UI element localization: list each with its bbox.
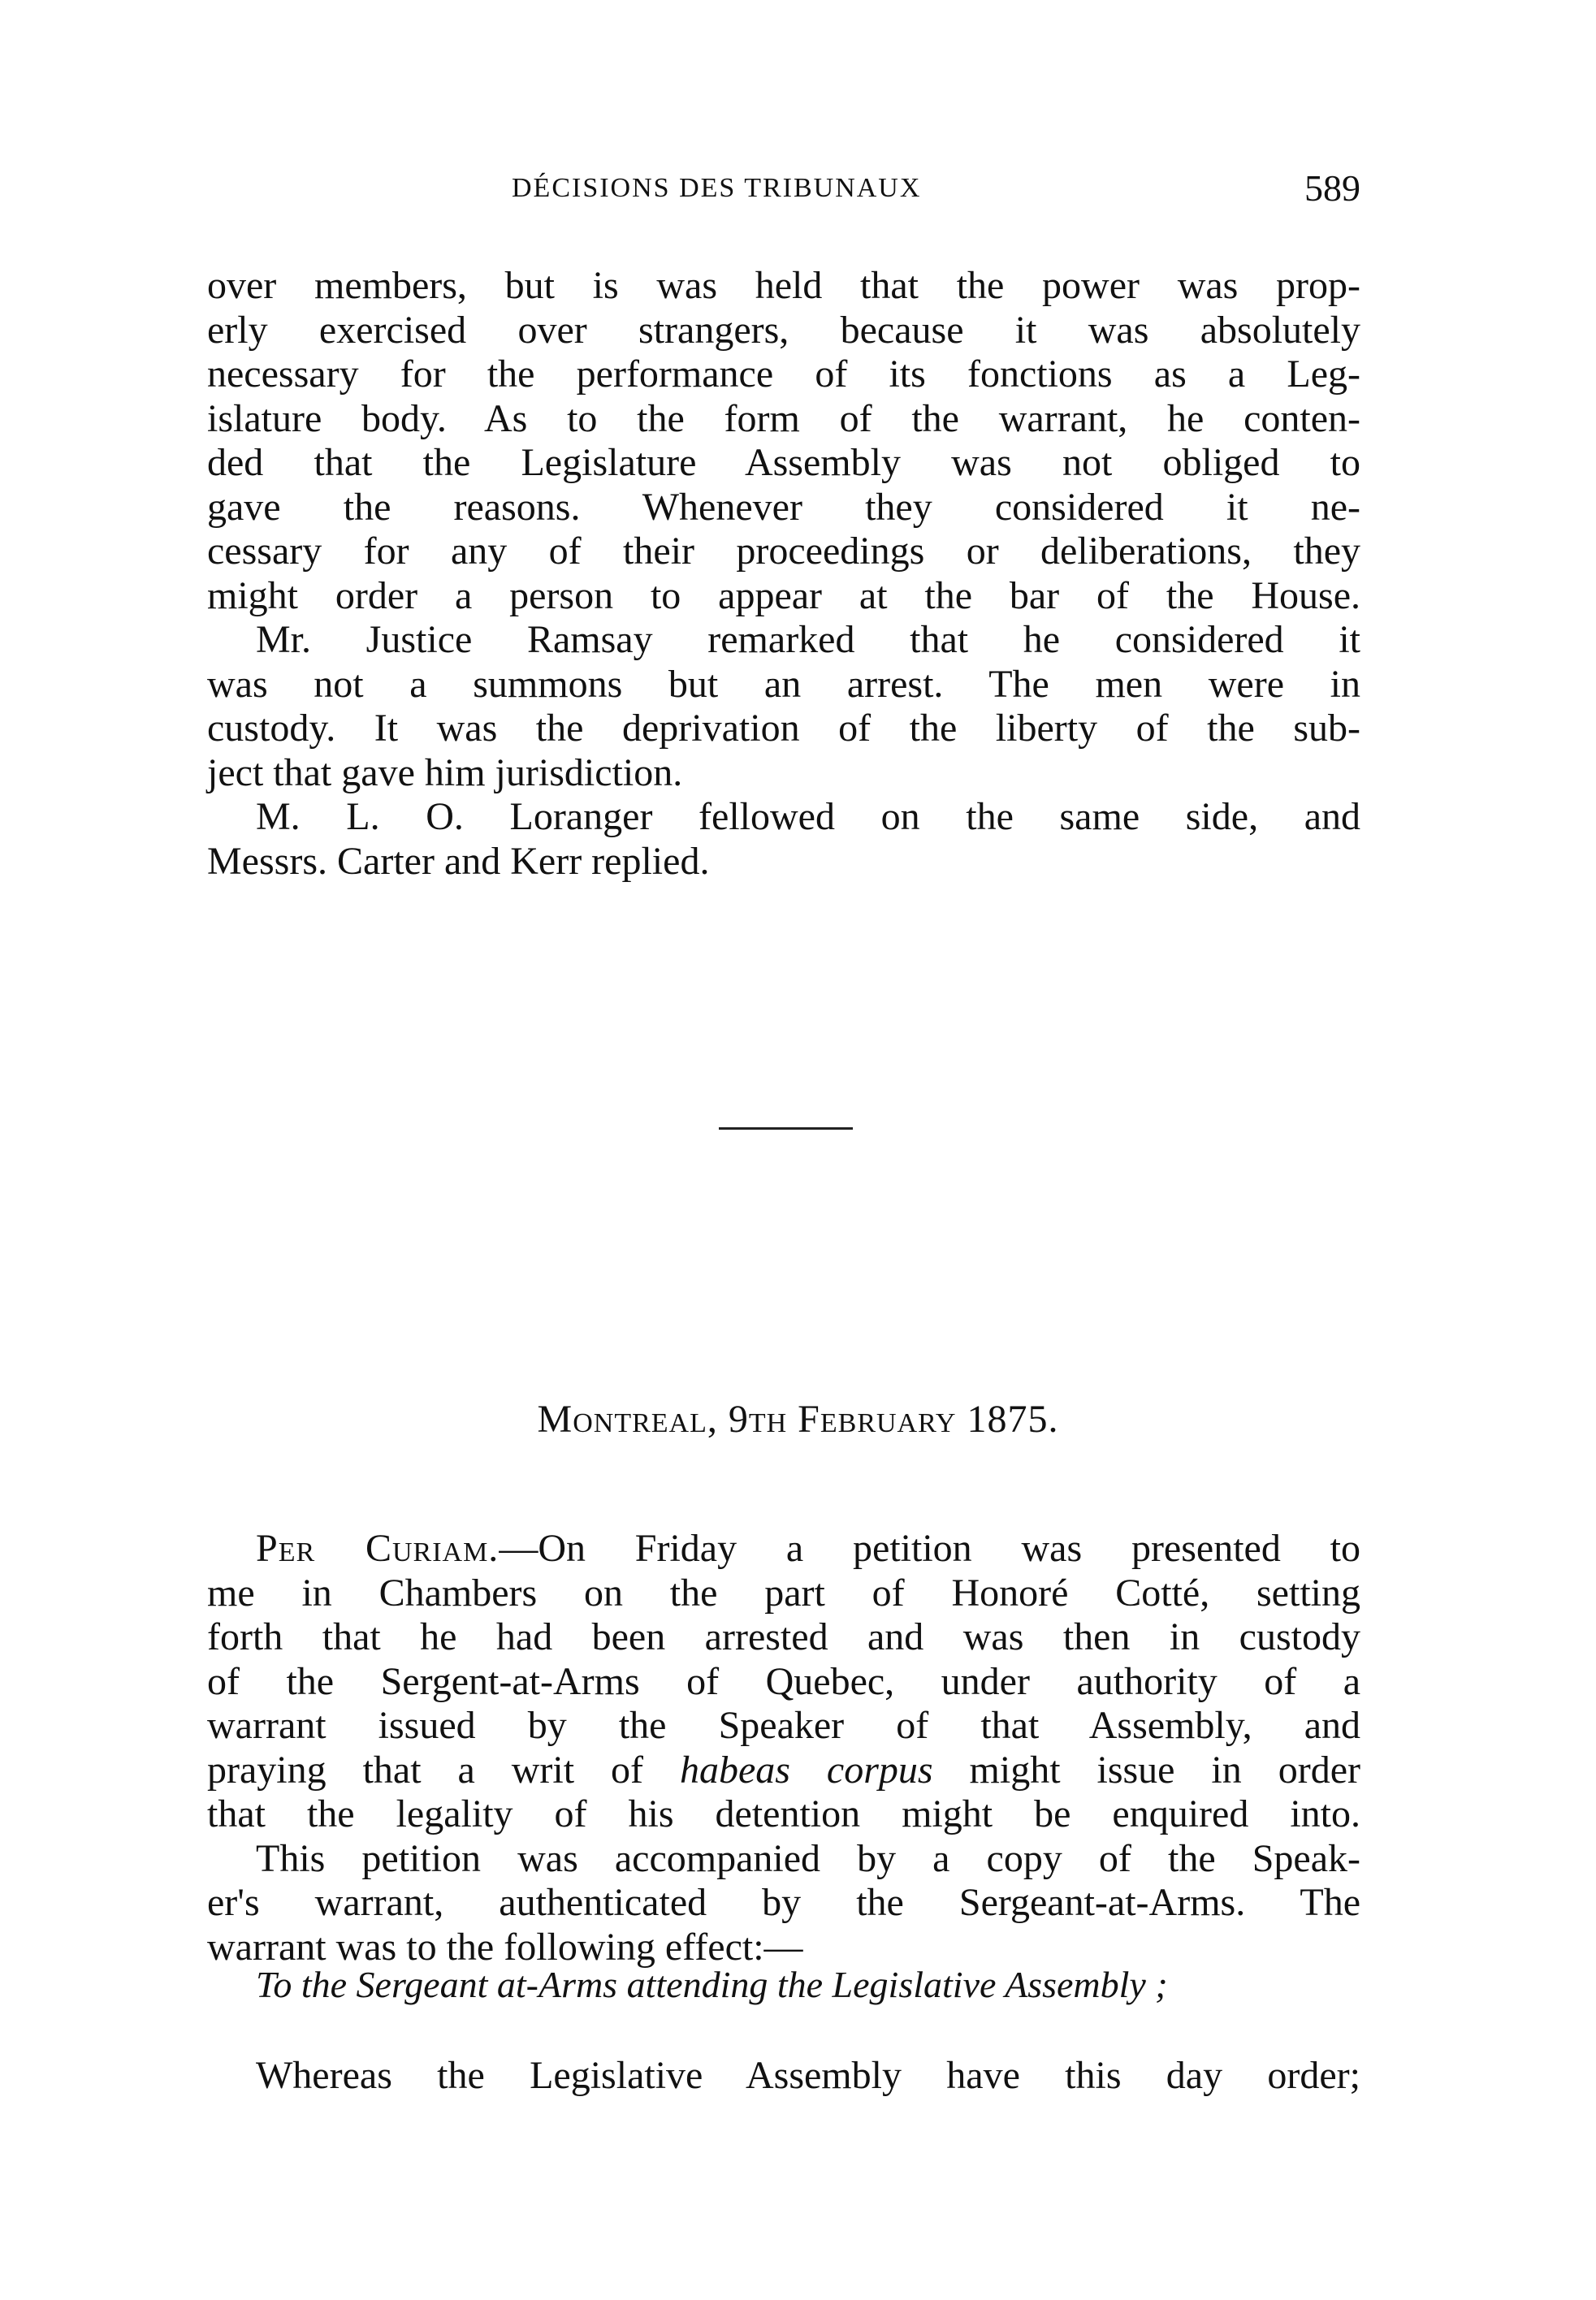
lead-in: Per Curiam. (256, 1527, 500, 1570)
page-number: 589 (1304, 167, 1360, 209)
text-line: islature body. As to the form of the warrant, he conten- (207, 396, 1360, 440)
dateline: Montreal, 9th February 1875. (537, 1398, 1059, 1441)
text-line: might order a person to appear at the bar of the House. (207, 573, 1360, 617)
text-line: cessary for any of their proceedings or deliberations, they (207, 530, 1360, 573)
text-line (207, 1749, 1360, 1793)
text-line: necessary for the performance of its fonctions as a Leg- (207, 352, 1360, 396)
text-segment: —On Friday a petition was presented to (499, 1527, 1360, 1570)
text-line: warrant was to the following effect:— (207, 1925, 803, 1969)
text-line: This petition was accompanied by a copy of the Speak- (256, 1836, 1360, 1880)
warrant-first-line: Whereas the Legislative Assembly have this day order; (256, 2054, 1360, 2097)
text-line: erly exercised over strangers, because it was absolutely (207, 308, 1360, 352)
text-line: of the Sergent-at-Arms of Quebec, under authority of a (207, 1659, 1360, 1703)
text-line: me in Chambers on the part of Honoré Cotté, setting (207, 1571, 1360, 1615)
text-line: gave the reasons. Whenever they considered it ne- (207, 485, 1360, 529)
text-line: forth that he had been arrested and was then in custody (207, 1615, 1360, 1658)
text-line: warrant issued by the Speaker of that Assembly, and (207, 1704, 1360, 1747)
text-line: that the legality of his detention might be enquired into. (207, 1792, 1360, 1835)
italic-term: habeas corpus (679, 1748, 933, 1792)
text-line: was not a summons but an arrest. The men were in (207, 662, 1360, 706)
warrant-address: To the Sergeant at-Arms attending the Legislative Assembly ; (256, 1964, 1168, 2005)
argument-paragraphs (207, 264, 1360, 884)
running-head (207, 166, 1360, 215)
text-segment: praying that a writ of (207, 1748, 680, 1792)
text-line (207, 1527, 1360, 1572)
text-line: ject that gave him jurisdiction. (207, 750, 683, 794)
text-line: Mr. Justice Ramsay remarked that he considered it (256, 618, 1360, 661)
running-title: DÉCISIONS DES TRIBUNAUX (512, 173, 922, 203)
text-line: M. L. O. Loranger fellowed on the same side, and (256, 795, 1360, 838)
text-line: over members, but is was held that the power was prop- (207, 264, 1360, 307)
judgment-paragraphs (207, 1527, 1360, 1969)
text-line: Messrs. Carter and Kerr replied. (207, 839, 710, 883)
text-line: ded that the Legislature Assembly was not obliged to (207, 441, 1360, 484)
text-line: custody. It was the deprivation of the liberty of the sub- (207, 707, 1360, 750)
text-line: er's warrant, authenticated by the Sergeant-at-Arms. The (207, 1881, 1360, 1924)
section-separator-rule (719, 1127, 853, 1130)
text-segment: might issue in order (932, 1748, 1360, 1792)
